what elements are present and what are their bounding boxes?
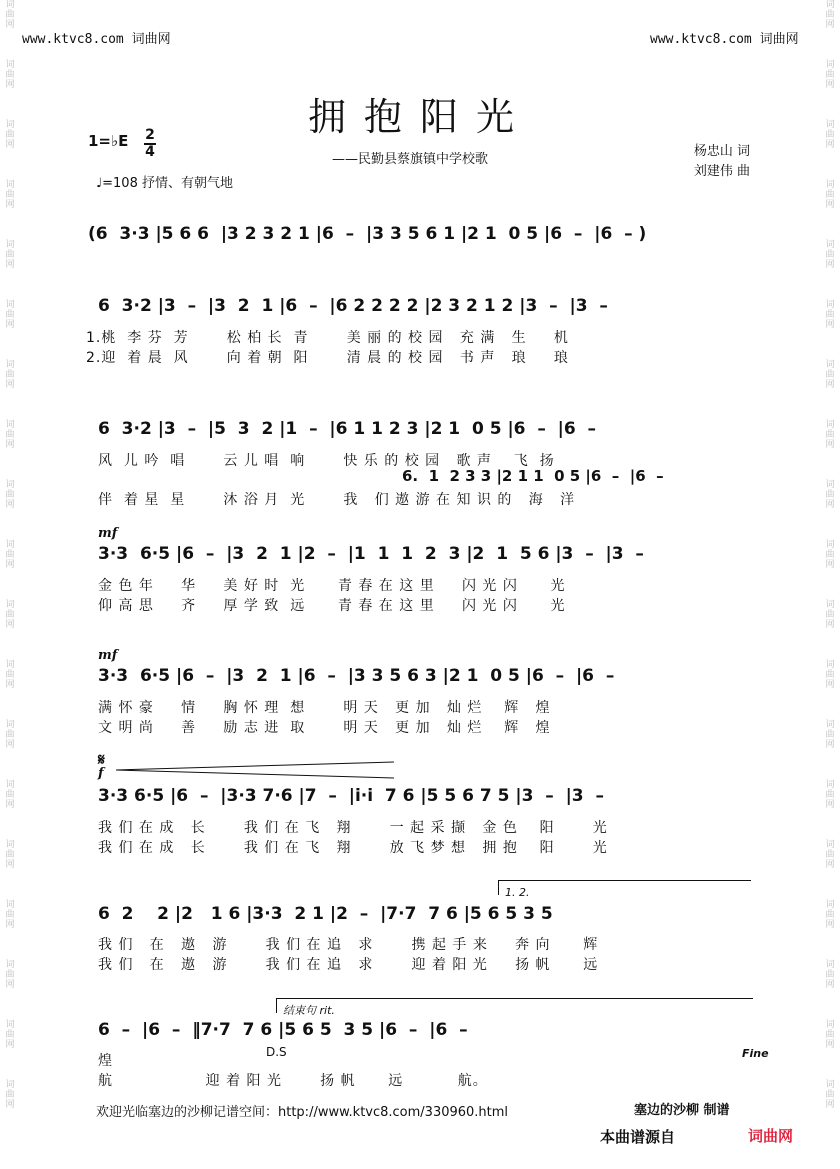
score-line-5-lyric-1: 满 怀 豪 情 胸 怀 理 想 明 天 更 加 灿 烂 辉 煌 [98, 700, 551, 716]
watermark-column-left [2, 0, 18, 1169]
dynamic-f: f [98, 766, 104, 781]
site-brand: 词曲网 [759, 32, 799, 47]
footer-welcome: 欢迎光临塞边的沙柳记谱空间：http://www.ktvc8.com/330960.html [96, 1105, 509, 1120]
lyricist: 杨忠山 词 [693, 144, 750, 159]
watermark-mark: 词 曲 网 [5, 660, 15, 690]
site-watermark-left [22, 28, 171, 47]
watermark-mark: 词 曲 网 [825, 240, 835, 270]
score-line-2-lyric-2: 2.迎 着 晨 风 向 着 朝 阳 清 晨 的 校 园 书 声 琅 琅 [86, 350, 569, 366]
score-line-3-alt-notes: 6. 1 2 3 3 |2 1 1 0 5 |6 – |6 – [402, 467, 664, 485]
song-subtitle: ——民勤县蔡旗镇中学校歌 [332, 152, 489, 167]
watermark-mark: 词 曲 网 [5, 120, 15, 150]
score-line-3-notes: 6 3·2 |3 – |5 3 2 |1 – |6 1 1 2 3 |2 1 0 5 |6 – |6 – [98, 419, 597, 439]
ending-label: 结束句 rit. [283, 1004, 335, 1017]
song-title: 拥抱阳光 [307, 95, 532, 139]
crescendo-hairpin [116, 760, 396, 780]
watermark-mark: 词 曲 网 [825, 1020, 835, 1050]
watermark-mark: 词 曲 网 [825, 120, 835, 150]
score-line-8-lyric-1: 煌 [98, 1053, 113, 1069]
watermark-mark: 词 曲 网 [825, 900, 835, 930]
site-brand: 词曲网 [131, 32, 171, 47]
watermark-mark: 词 曲 网 [825, 720, 835, 750]
watermark-mark: 词 曲 网 [825, 540, 835, 570]
score-line-8-notes: 6 – |6 – ‖7·7 7 6 |5 6 5 3 5 |6 – |6 – [98, 1020, 468, 1040]
score-line-2-lyric-1: 1.桃 李 芬 芳 松 柏 长 青 美 丽 的 校 园 充 满 生 机 [86, 330, 569, 346]
segno-sign: 𝄋 [98, 750, 105, 769]
watermark-mark: 词 曲 网 [5, 240, 15, 270]
watermark-mark: 词 曲 网 [5, 600, 15, 630]
watermark-mark: 词 曲 网 [825, 480, 835, 510]
score-line-8-lyric-2: 航 迎 着 阳 光 扬 帆 远 航。 [98, 1073, 488, 1089]
score-line-4-lyric-2: 仰 高 思 齐 厚 学 致 远 青 春 在 这 里 闪 光 闪 光 [98, 598, 566, 614]
watermark-mark: 词 曲 网 [825, 960, 835, 990]
watermark-mark: 词 曲 网 [825, 360, 835, 390]
dynamic-mf: mf [98, 648, 118, 663]
watermark-mark: 词 曲 网 [825, 660, 835, 690]
watermark-mark: 词 曲 网 [825, 300, 835, 330]
score-line-7-notes: 6 2 2 |2 1 6 |3·3 2 1 |2 – |7·7 7 6 |5 6 5 3 5 [98, 904, 553, 924]
watermark-mark: 词 曲 网 [5, 480, 15, 510]
composer: 刘建伟 曲 [693, 164, 750, 179]
score-line-6-lyric-1: 我 们 在 成 长 我 们 在 飞 翔 一 起 采 撷 金 色 阳 光 [98, 820, 608, 836]
meter-bottom: 4 [145, 144, 155, 160]
watermark-mark: 词 曲 网 [5, 840, 15, 870]
time-signature [144, 128, 156, 160]
ending-bracket [276, 998, 753, 1017]
score-line-5-lyric-2: 文 明 尚 善 励 志 进 取 明 天 更 加 灿 烂 辉 煌 [98, 720, 551, 736]
watermark-mark: 词 曲 网 [5, 60, 15, 90]
watermark-mark: 词 曲 网 [825, 780, 835, 810]
source-label: 本曲谱源自 [600, 1128, 676, 1146]
volta-bracket [498, 880, 751, 899]
source-brand: 词曲网 [748, 1127, 794, 1145]
watermark-mark: 词 曲 网 [5, 960, 15, 990]
watermark-mark: 词 曲 网 [825, 420, 835, 450]
watermark-mark: 词 曲 网 [5, 780, 15, 810]
dynamic-mf: mf [98, 526, 118, 541]
watermark-mark: 词 曲 网 [5, 540, 15, 570]
score-line-7-lyric-2: 我 们 在 遨 游 我 们 在 追 求 迎 着 阳 光 扬 帆 远 [98, 957, 599, 973]
score-line-6-lyric-2: 我 们 在 成 长 我 们 在 飞 翔 放 飞 梦 想 拥 抱 阳 光 [98, 840, 608, 856]
score-maker: 塞边的沙柳 制谱 [634, 1103, 730, 1118]
watermark-mark: 词 曲 网 [5, 420, 15, 450]
tempo-marking: ♩=108 抒情、有朝气地 [96, 176, 233, 191]
watermark-mark: 词 曲 网 [5, 900, 15, 930]
meter-top: 2 [145, 127, 155, 143]
watermark-mark: 词 曲 网 [825, 60, 835, 90]
watermark-mark: 词 曲 网 [5, 720, 15, 750]
key-signature: 1=♭E [88, 132, 129, 150]
watermark-mark: 词 曲 网 [825, 840, 835, 870]
score-line-3-lyric-2: 伴 着 星 星 沐 浴 月 光 我 们 遨 游 在 知 识 的 海 洋 [98, 492, 576, 508]
score-line-3-lyric-1: 风 儿 吟 唱 云 儿 唱 响 快 乐 的 校 园 歌 声 飞 扬 [98, 453, 555, 469]
watermark-mark: 词 曲 网 [5, 180, 15, 210]
watermark-mark: 词 曲 网 [5, 360, 15, 390]
site-url: www.ktvc8.com [22, 32, 124, 47]
watermark-mark: 词 曲 网 [825, 180, 835, 210]
score-line-4-notes: 3·3 6·5 |6 – |3 2 1 |2 – |1 1 1 2 3 |2 1 5 6 |3 – |3 – [98, 544, 644, 564]
volta-label: 1. 2. [505, 886, 530, 899]
score-line-6-notes: 3·3 6·5 |6 – |3·3 7·6 |7 – |i·i 7 6 |5 5 6 7 5 |3 – |3 – [98, 786, 604, 806]
watermark-mark: 词 曲 网 [5, 1080, 15, 1110]
site-url: www.ktvc8.com [650, 32, 752, 47]
watermark-mark: 词 曲 网 [825, 0, 835, 30]
score-line-1-notes: (6 3·3 |5 6 6 |3 2 3 2 1 |6 – |3 3 5 6 1 |2 1 0 5 |6 – |6 – ) [88, 224, 647, 244]
dal-segno: D.S [266, 1045, 287, 1059]
site-watermark-right [650, 28, 799, 47]
watermark-mark: 词 曲 网 [5, 1020, 15, 1050]
score-line-4-lyric-1: 金 色 年 华 美 好 时 光 青 春 在 这 里 闪 光 闪 光 [98, 578, 566, 594]
watermark-mark: 词 曲 网 [5, 0, 15, 30]
watermark-mark: 词 曲 网 [825, 600, 835, 630]
score-line-2-notes: 6 3·2 |3 – |3 2 1 |6 – |6 2 2 2 2 |2 3 2 1 2 |3 – |3 – [98, 296, 608, 316]
watermark-mark: 词 曲 网 [5, 300, 15, 330]
watermark-mark: 词 曲 网 [825, 1080, 835, 1110]
fine-mark: Fine [742, 1047, 769, 1060]
score-line-5-notes: 3·3 6·5 |6 – |3 2 1 |6 – |3 3 5 6 3 |2 1 0 5 |6 – |6 – [98, 666, 615, 686]
score-line-7-lyric-1: 我 们 在 遨 游 我 们 在 追 求 携 起 手 来 奔 向 辉 [98, 937, 599, 953]
watermark-column-right [822, 0, 838, 1169]
